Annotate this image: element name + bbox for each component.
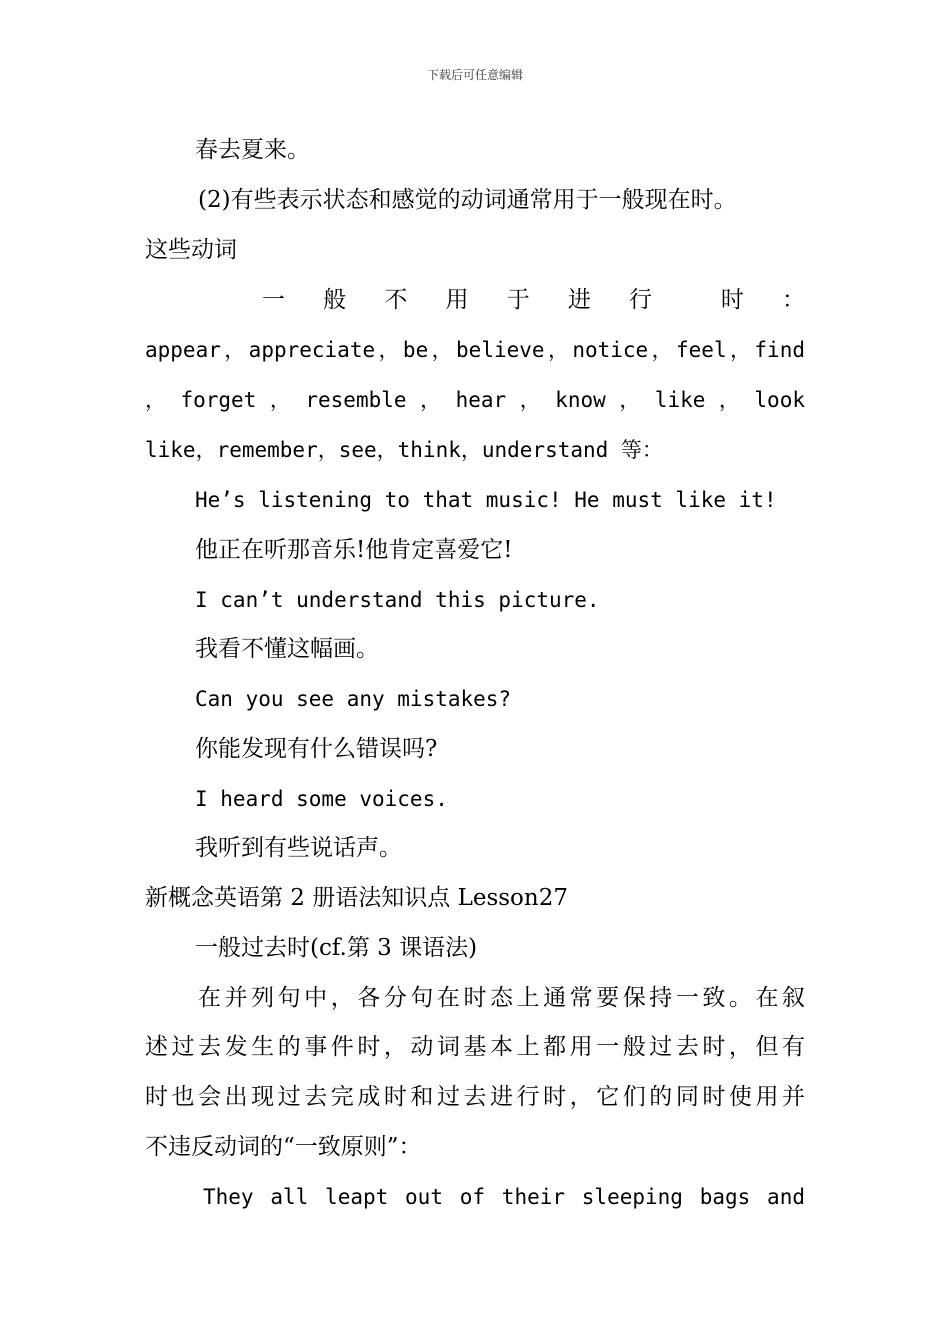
- text-line: 在并列句中，各分句在时态上通常要保持一致。在叙: [198, 985, 805, 1011]
- text-line: 我听到有些说话声。: [195, 835, 402, 861]
- text-line: 不违反动词的“一致原则”：: [145, 1134, 422, 1160]
- text-line: 一般过去时(cf.第 3 课语法): [195, 935, 478, 961]
- text-line: 他正在听那音乐!他肯定喜爱它!: [195, 537, 513, 563]
- text-line: I heard some voices.: [195, 787, 448, 811]
- text-line: They all leapt out of their sleeping bags and: [203, 1185, 805, 1209]
- text-line: 一 般 不 用 于 进 行 时 ：: [262, 287, 805, 313]
- text-line: (2)有些表示状态和感觉的动词通常用于一般现在时。: [198, 187, 737, 213]
- text-line: Can you see any mistakes?: [195, 687, 512, 711]
- text-line: 述过去发生的事件时，动词基本上都用一般过去时，但有: [145, 1034, 805, 1060]
- text-line: appear，appreciate，be，believe，notice，feel，find: [145, 338, 805, 362]
- text-line: 你能发现有什么错误吗?: [195, 736, 438, 762]
- text-line: I can’t understand this picture.: [195, 588, 600, 612]
- text-line: 时也会出现过去完成时和过去进行时，它们的同时使用并: [145, 1084, 805, 1110]
- text-line: like，remember，see，think，understand 等：: [145, 438, 663, 462]
- text-line: ， forget ， resemble ， hear ， know ， like ， look: [145, 388, 805, 412]
- text-line: 春去夏来。: [195, 137, 310, 163]
- page-header-note: 下载后可任意编辑: [426, 68, 523, 82]
- section-heading: 新概念英语第 2 册语法知识点 Lesson27: [145, 885, 568, 911]
- text-line: 我看不懂这幅画。: [195, 636, 379, 662]
- text-line: 这些动词: [145, 237, 237, 263]
- text-line: He’s listening to that music! He must like it!: [195, 488, 777, 512]
